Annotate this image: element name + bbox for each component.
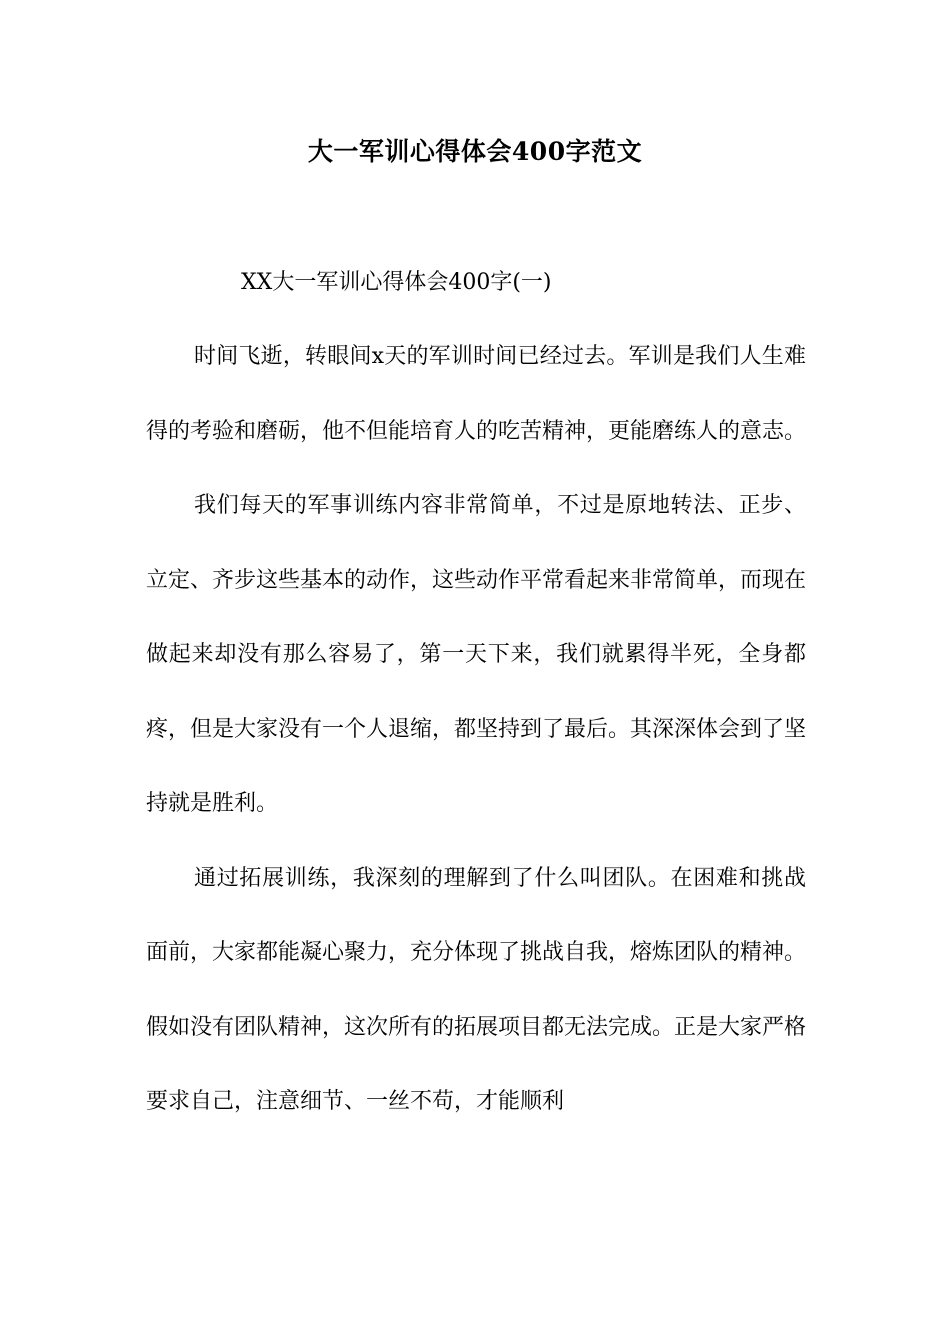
- document-body: [146, 246, 806, 1140]
- section-subtitle: XX大一军训心得体会400字(一): [241, 270, 552, 295]
- paragraph-3: 通过拓展训练，我深刻的理解到了什么叫团队。在困难和挑战面前，大家都能凝心聚力，充分体现了挑战自我，熔炼团队的精神。假如没有团队精神，这次所有的拓展项目都无法完成。正是大家严格要求自己，注意细节、一丝不苟，才能顺利: [146, 865, 807, 1114]
- paragraph-2: 我们每天的军事训练内容非常简单，不过是原地转法、正步、立定、齐步这些基本的动作，这些动作平常看起来非常简单，而现在做起来却没有那么容易了，第一天下来，我们就累得半死，全身都疼，但是大家没有一个人退缩，都坚持到了最后。其深深体会到了坚持就是胜利。: [146, 493, 807, 816]
- document-title: 大一军训心得体会400字范文: [307, 137, 643, 166]
- paragraph-1: 时间飞逝，转眼间x天的军训时间已经过去。军训是我们人生难得的考验和磨砺，他不但能培育人的吃苦精神，更能磨练人的意志。: [146, 344, 807, 444]
